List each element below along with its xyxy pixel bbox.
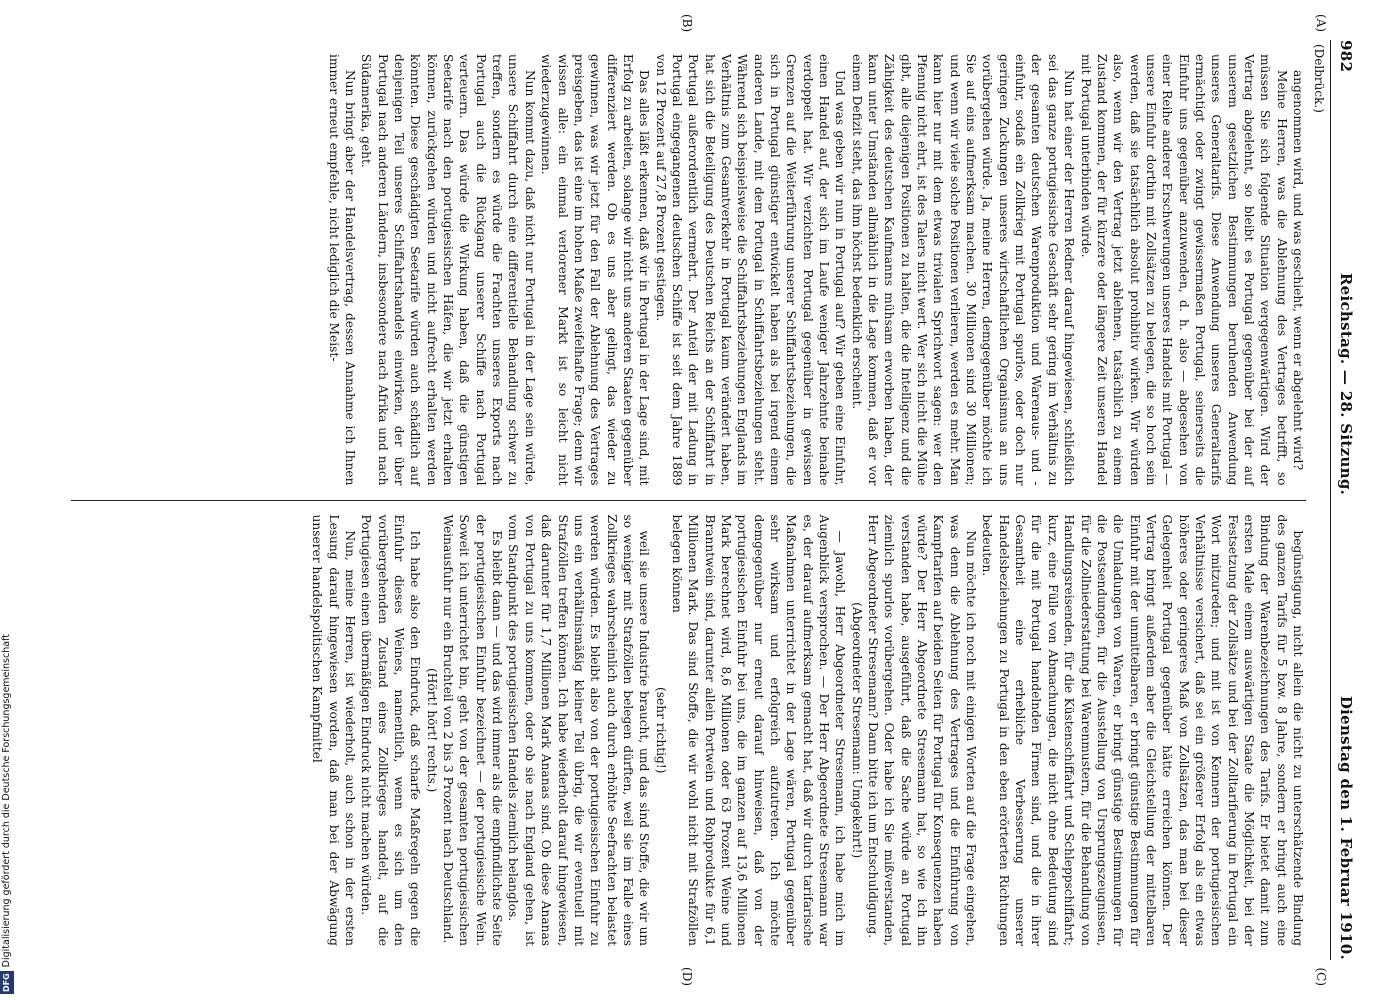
interjection: (sehr richtig!) (653, 687, 668, 774)
paragraph: begünstigung, nicht allein die nicht zu unterschätzende Bindung des ganzen Tarifs für 5 bzw. 8 Jahre, sondern er bringt auch eine Bindung der Warenbezeichnungen des Tarifs. Er bietet damit zum ersten Male einem auswärtigen Staate die Möglichkeit, bei der Festsetzung der Zollsätze und bei der Zolltarifierung in Portugal ein Wort mitzureden; und mit ist von Kennern der portugiesischen Verhältnisse versichert, daß sei ein größerer Erfolg als ein etwas höheres oder geringeres Maß von Zollsätzen, das man bei dieser Gelegenheit Portugal gegenüber hätte erreichen können. Der Vertrag bringt außerdem aber die Gleichstellung der mittelbaren Einfuhr mit der unmittelbaren, er bringt günstige Bestimmungen für die Umladungen von Waren, er bringt günstige Bestimmungen für die Postsendungen, für die Ausstellung von Ursprungszeugnissen, für die Zollniederstattung bei Warenmustern, für die Behandlung von Handlungsreisenden, für die Küstenschiffahrt und Schleppschiffahrt; kurz, eine Fülle von Abmachungen, die nicht ohne Bedeutung sind für die mit Portugal handelnden Firmen sind, und die in ihrer Gesamtheit eine erhebliche Verbesserung unserer Handelsbeziehungen zu Portugal in den eben erörterten Richtungen bedeuten. (980, 514, 1305, 946)
funding-note (0, 0, 14, 1000)
paragraph: Meine Herren, was die Ablehnung des Vertrages betrifft, so müssen Sie sich folgende Situation vergegenwärtigen. Wird der Vertrag abgelehnt, so bleibt es Portugal gegenüber bei der auf unserem gesetzlichen Bestimmungen beruhenden Anwendung unseres Generaltarifs. Diese Anwendung unseres Generaltarifs ermächtigt oder zwingt gewissermaßen Portugal, seinerseits die Einfuhr uns gegenüber anzuwenden, d. h. also — abgesehen von einer Reihe anderer Erschwerungen unseres Handels mit Portugal — unsere Einfuhr dorthin mit Zollsätzen zu belegen, die so hoch sein werden, daß sie tatsächlich absolut prohibitiv wirken. Wir würden also, wenn wir den Vertrag jetzt ablehnen, tatsächlich zu einem Zustand kommen, der für kürzere oder längere Zeit unseren Handel mit Portugal unterbinden würde. (1078, 54, 1289, 486)
interjection: (Abgeordneter Stresemann: Umgekehrt!) (849, 602, 864, 859)
paragraph: angenommen wird, und was geschieht, wenn er abgelehnt wird? (1291, 70, 1305, 471)
paragraph: Nun, meine Herren, ist wiederholt, auch schon in der ersten Lesung darauf hingewiesen worden, daß man bei der Abwägung unserer handelspolitischen Kampfmittel (310, 514, 358, 946)
header-date: Dienstag den 1. Februar 1910. (1337, 695, 1355, 960)
dfg-logo: DFG (0, 971, 14, 994)
sidebar (0, 0, 16, 1000)
left-column (71, 40, 1306, 500)
paragraph: Es bleibt dann — und das wird immer als die empfindlichste Seite der portugiesischen Einfuhr bezeichnet — der portugiesische Wein. Soweit ich unterrichtet bin, geht von der gesamten portugiesischen Weinausfuhr nur ein Bruchteil von 2 bis 3 Prozent nach Deutschland. (441, 514, 505, 946)
paragraph: weil sie unsere Industrie braucht, und das sind Stoffe, die wir um so weniger mit Strafzöllen belegen dürften, weil sie im Falle eines Zollkrieges wahrscheinlich auch durch erhöhte Seefrachten belastet werden würden. Es bleibt also von der portugiesischen Einfuhr zu uns ein verhältnismäßig kleiner Teil übrig, die wir eventuell mit Strafzöllen treffen können. Ich habe wiederholt darauf hingewiesen, daß darunter für 1,7 Millionen Mark Ananas sind. Ob diese Ananas von Portugal zu uns kommen, oder ob sie nach England gehen, ist vom Standpunkt des portugiesischen Handels ziemlich belanglos. (506, 514, 652, 946)
paragraph: Nun kommt dazu, daß nicht nur Portugal in der Lage sein würde, unsere Schiffahrt durch eine differentielle Behandlung schwer zu treffen, sondern es würde die Frachten unseres Exports nach Portugal auch die Rückgang unserer Schiffe nach Portugal verteuern. Das würde die Wirkung haben, daß die günstigen Seetarife nach den portugiesischen Häfen, die wir jetzt erhalten können, zurückgehen würden und nicht aufrecht erhalten werden könnten. Diese geschädigten Seetarife würden auch schädlich auf denjenigen Teil unseres Schiffahrtshandels einwirken, der über Portugal nach anderen Ländern, insbesondere nach Afrika und nach Südamerika, geht. (359, 54, 537, 486)
paragraph: Und was geben wir nun in Portugal auf? Wir geben eine Einfuhr, einen Handel auf, der sich im Laufe weniger Jahrzehnte beinahe verdoppelt hat. Wir verzichten Portugal gegenüber in gewissen Grenzen auf die Weiterführung unserer Schiffahrtsbeziehungen, die sich in Portugal günstiger entwickelt haben als bei irgend einem anderen Lande, mit dem Portugal in Schiffahrtsbeziehungen steht. Während sich beispielsweise die Schiffahrtsbeziehungen Englands im Verhältnis zum Gesamtverkehr in Portugal kaum verändert haben, hat sich die Beteiligung des Deutschen Reichs an der Schiffahrt in Portugal außerordentlich vermehrt. Der Anteil der mit Ladung in Portugal eingegangenen deutschen Schiffe ist seit dem Jahre 1889 von 12 Prozent auf 27,8 Prozent gestiegen. (653, 54, 848, 486)
paragraph: Nun möchte ich noch mit einigen Worten auf die Frage eingehen, was denn die Ablehnung des Vertrages und die Einführung von Kampftarifen auf beiden Seiten für Portugal für Konsequenzen haben würde? Der Herr Abgeordnete Stresemann hat, so wie ich ihn verstanden habe, ausgeführt, daß die Sache würde an Portugal ziemlich spurlos vorübergehen. Oder habe ich Sie mißverstanden, Herr Abgeordneter Stresemann? Dann bitte ich um Entschuldigung. (866, 514, 979, 946)
margin-mark-c: (C) (1314, 967, 1328, 986)
page-number: 982 (1337, 40, 1355, 73)
page-header (1330, 40, 1355, 960)
margin-mark-d: (D) (680, 967, 694, 986)
paragraph: Ich habe also den Eindruck, daß scharfe Maßregeln gegen die Einfuhr dieses Weines, namentlich, wenn es sich um den vorübergehenden Zustand eines Zollkrieges handelt, auf die Portugiesen einen übermäßigen Eindruck nicht machen würden. (359, 514, 423, 946)
paragraph: Nun bringt aber der Handelsvertrag, dessen Annahme ich Ihnen immer erneut empfehle, nicht lediglich die Meist- (326, 54, 358, 486)
funding-text: Digitalisierung gefördert durch die Deutsche Forschungsgemeinschaft (1, 634, 12, 968)
document-page (50, 0, 1383, 1000)
margin-mark-b: (B) (680, 14, 694, 33)
paragraph: — Jawohl, Herr Abgeordneter Stresemann, ich habe mich im Augenblick versprochen. — Der Herr Abgeordnete Stresemann war es, der darauf aufmerksam gemacht hat, daß wir durch tarifarische Maßnahmen unterrichtet in der Lage wären, Portugal gegenüber sehr wirksam und erfolgreich aufzutreten. Ich möchte demgegenüber nur erneut darauf hinweisen, daß von der portugiesischen Einfuhr bei uns, die im ganzen auf 13,6 Millionen Mark berechnet wird, 8,6 Millionen oder 63 Prozent Weine und Branntwein sind, darunter allein Portwein und Rohprodukte für 6,1 Millionen Mark. Das sind Stoffe, die wir wohl nicht mit Strafzöllen belegen können (669, 514, 848, 946)
right-column (71, 501, 1306, 961)
header-title: Reichstag. — 28. Sitzung. (1337, 272, 1355, 496)
interjection: (Hört! hört! rechts.) (424, 668, 439, 793)
paragraph: Das alles läßt erkennen, daß wir in Portugal in der Lage sind, mit Erfolg zu arbeiten, solange wir nicht uns anderen Staaten gegenüber differenziert werden. Ob es uns aber gelingt, das wieder zu gewinnen, was wir jetzt für den Fall der Ablehnung des Vertrages preisgeben, das ist eine im hohen Maße zweifelhafte Frage; denn wir wissen alle: ein einmal verlorener Markt ist so leicht nicht wiederzugewinnen. (539, 54, 652, 486)
margin-mark-a: (A) (1314, 14, 1328, 33)
paragraph: Nun hat einer der Herren Redner darauf hingewiesen, schließlich sei das ganze portugiesische Geschäft sehr gering im Verhältnis zu der gesamten deutschen Warenproduktion und Warenaus- und -einfuhr, sodaß ein Zollkrieg mit Portugal spurlos, oder doch nur geringen Zuckungen unseres wirtschaftlichen Organismus an uns vorübergehen würde. Ja, meine Herren, demgegenüber möchte ich Sie auf eins aufmerksam machen. 30 Millionen sind 30 Millionen; und wenn wir viele solche Positionen verlieren, werden es mehr. Man kann hier nur mit dem etwas trivialen Sprichwort sagen: wer den Pfennig nicht ehrt, ist des Talers nicht wert. Wer sich nicht die Mühe gibt, alle diejenigen Positionen zu halten, die die Intelligenz und die Zähigkeit des deutschen Kaufmanns mühsam erworben haben, der kann unter Umständen allmählich in die Lage kommen, daß er vor einem Defizit steht, das ihm höchst bedenklich erscheint. (849, 54, 1077, 486)
speaker-name: (Delbrück.) (1312, 44, 1326, 113)
